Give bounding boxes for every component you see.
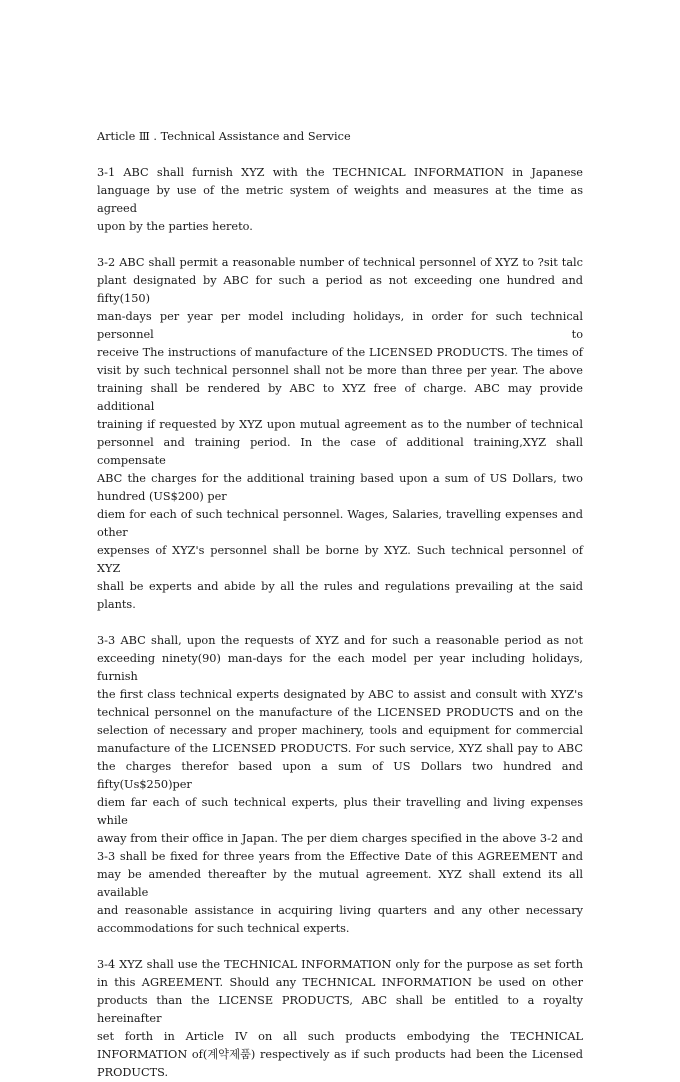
- text-line: man-days per year per model including holidays, in order for such technical personnel to: [97, 310, 583, 341]
- text-line: diem far each of such technical experts, plus their travelling and living expenses while: [97, 796, 583, 827]
- text-line: diem for each of such technical personnel. Wages, Salaries, travelling expenses and other: [97, 508, 583, 539]
- text-line: the first class technical experts designated by ABC to assist and consult with XYZ's: [97, 688, 583, 701]
- text-line: 3-3 ABC shall, upon the requests of XYZ and for such a reasonable period as not: [97, 634, 583, 647]
- text-line: technical personnel on the manufacture of the LICENSED PRODUCTS and on the: [97, 706, 583, 719]
- text-line: the charges therefor based upon a sum of US Dollars two hundred and fifty(Us$250)per: [97, 760, 583, 791]
- section-3-2: [97, 254, 583, 614]
- text-line: shall be experts and abide by all the rules and regulations prevailing at the said plants.: [97, 580, 583, 611]
- text-line: PRODUCTS.: [97, 1066, 169, 1079]
- text-line: away from their office in Japan. The per diem charges specified in the above 3-2 and: [97, 832, 583, 845]
- text-line: hundred (US$200) per: [97, 490, 227, 503]
- text-line: selection of necessary and proper machinery, tools and equipment for commercial: [97, 724, 583, 737]
- section-3-1: [97, 164, 583, 236]
- article-title: Article Ⅲ . Technical Assistance and Service: [97, 130, 351, 143]
- text-line: exceeding ninety(90) man-days for the each model per year including holidays, furnish: [97, 652, 583, 683]
- text-line: visit by such technical personnel shall not be more than three per year. The above: [97, 364, 583, 377]
- text-line: plant designated by ABC for such a period as not exceeding one hundred and fifty(150): [97, 274, 583, 305]
- section-3-3: [97, 632, 583, 938]
- text-line: may be amended thereafter by the mutual agreement. XYZ shall extend its all available: [97, 868, 583, 899]
- text-line: products than the LICENSE PRODUCTS, ABC shall be entitled to a royalty hereinafter: [97, 994, 583, 1025]
- text-line: manufacture of the LICENSED PRODUCTS. For such service, XYZ shall pay to ABC: [97, 742, 583, 755]
- text-line: training if requested by XYZ upon mutual agreement as to the number of technical: [97, 418, 583, 431]
- text-line: accommodations for such technical experts.: [97, 922, 350, 935]
- text-line: 3-4 XYZ shall use the TECHNICAL INFORMATION only for the purpose as set forth: [97, 958, 583, 971]
- text-line: in this AGREEMENT. Should any TECHNICAL INFORMATION be used on other: [97, 976, 583, 989]
- text-line: expenses of XYZ's personnel shall be borne by XYZ. Such technical personnel of XYZ: [97, 544, 583, 575]
- text-line: upon by the parties hereto.: [97, 220, 253, 233]
- document-page: [97, 128, 583, 1082]
- text-line: set forth in Article IV on all such products embodying the TECHNICAL: [97, 1030, 583, 1043]
- text-line: personnel and training period. In the case of additional training,XYZ shall compensate: [97, 436, 583, 467]
- text-line: 3-2 ABC shall permit a reasonable number of technical personnel of XYZ to ?sit talc: [97, 256, 583, 269]
- text-line: 3-3 shall be fixed for three years from the Effective Date of this AGREEMENT and: [97, 850, 583, 863]
- text-line: language by use of the metric system of weights and measures at the time as agreed: [97, 184, 583, 215]
- text-line: and reasonable assistance in acquiring living quarters and any other necessary: [97, 904, 583, 917]
- text-line: training shall be rendered by ABC to XYZ free of charge. ABC may provide additional: [97, 382, 583, 413]
- text-line: INFORMATION of(계약제품) respectively as if such products had been the Licensed: [97, 1048, 583, 1061]
- text-line: ABC the charges for the additional training based upon a sum of US Dollars, two: [97, 472, 583, 485]
- section-3-4: [97, 956, 583, 1082]
- text-line: 3-1 ABC shall furnish XYZ with the TECHNICAL INFORMATION in Japanese: [97, 166, 583, 179]
- text-line: receive The instructions of manufacture of the LICENSED PRODUCTS. The times of: [97, 346, 583, 359]
